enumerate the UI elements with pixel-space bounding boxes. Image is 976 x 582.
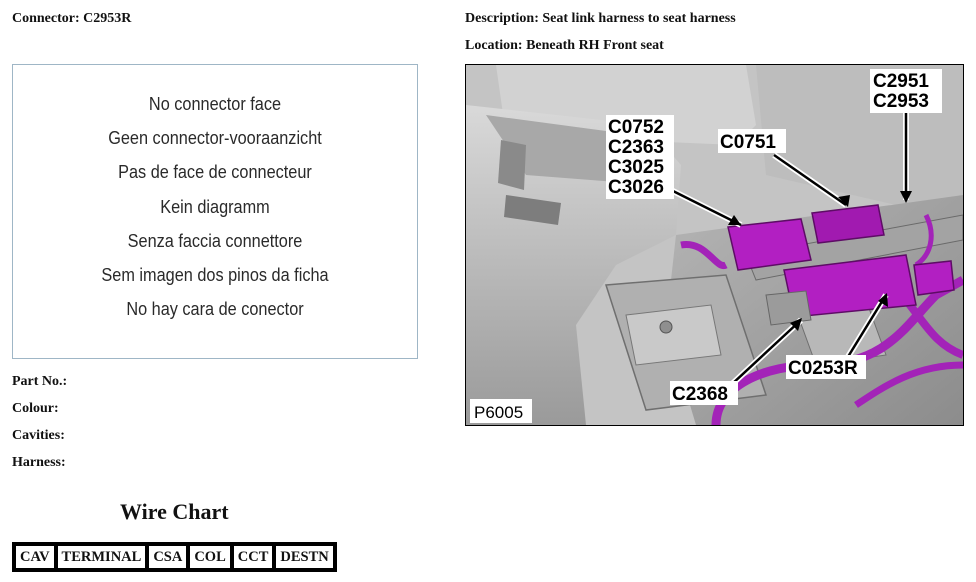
description-value: Seat link harness to seat harness: [542, 11, 736, 26]
connector-c2953: [914, 261, 954, 295]
location-value: Beneath RH Front seat: [526, 38, 664, 53]
callout-c2368: C2368: [672, 384, 728, 405]
image-id-label: P6005: [474, 403, 524, 422]
connector-value: C2953R: [83, 11, 132, 26]
no-face-text-nl: Geen connector-vooraanzicht: [108, 127, 322, 149]
col-csa: CSA: [147, 544, 188, 570]
no-face-text-pt: Sem imagen dos pinos da ficha: [101, 263, 329, 285]
wire-chart-table: [12, 542, 337, 572]
callout-c3026: C3026: [608, 177, 664, 198]
callout-c0751: C0751: [720, 132, 776, 153]
cavities-label: Cavities:: [12, 428, 65, 443]
description-line: [465, 11, 736, 27]
colour-label: Colour:: [12, 401, 59, 416]
callout-c3025: C3025: [608, 157, 664, 178]
connector-label: Connector:: [12, 11, 80, 26]
callout-c2363: C2363: [608, 137, 664, 158]
part-no-label: Part No.:: [12, 374, 68, 389]
callout-c0752: C0752: [608, 117, 664, 138]
col-col: COL: [188, 544, 231, 570]
col-cct: CCT: [232, 544, 275, 570]
col-destn: DESTN: [274, 544, 334, 570]
bolt: [660, 321, 672, 333]
bracket-plate: [626, 305, 721, 365]
harness-label: Harness:: [12, 455, 66, 470]
wire-chart-header-row: [14, 544, 335, 570]
no-face-text-es: No hay cara de conector: [126, 298, 304, 320]
no-connector-face-list: [13, 87, 417, 326]
wire-chart-title: Wire Chart: [120, 499, 229, 524]
seat-location-illustration: [466, 65, 963, 425]
no-face-text-it: Senza faccia connettore: [127, 229, 303, 251]
no-face-text-fr: Pas de face de connecteur: [118, 161, 312, 183]
callout-c2951: C2951: [873, 71, 929, 92]
callout-c0253r: C0253R: [788, 358, 858, 379]
no-face-text-en: No connector face: [148, 93, 282, 114]
no-connector-face-panel: [12, 64, 418, 359]
callout-c2953: C2953: [873, 91, 929, 112]
connector-c2368: [766, 291, 811, 325]
col-terminal: TERMINAL: [56, 544, 148, 570]
description-label: Description:: [465, 11, 539, 26]
seat-switch: [498, 140, 526, 190]
location-image: [465, 64, 964, 426]
col-cav: CAV: [14, 544, 56, 570]
no-face-text-de: Kein diagramm: [160, 195, 270, 217]
connector-line: [12, 11, 131, 27]
location-label: Location:: [465, 38, 523, 53]
connector-c0752-group: [728, 219, 811, 270]
location-line: [465, 38, 664, 54]
